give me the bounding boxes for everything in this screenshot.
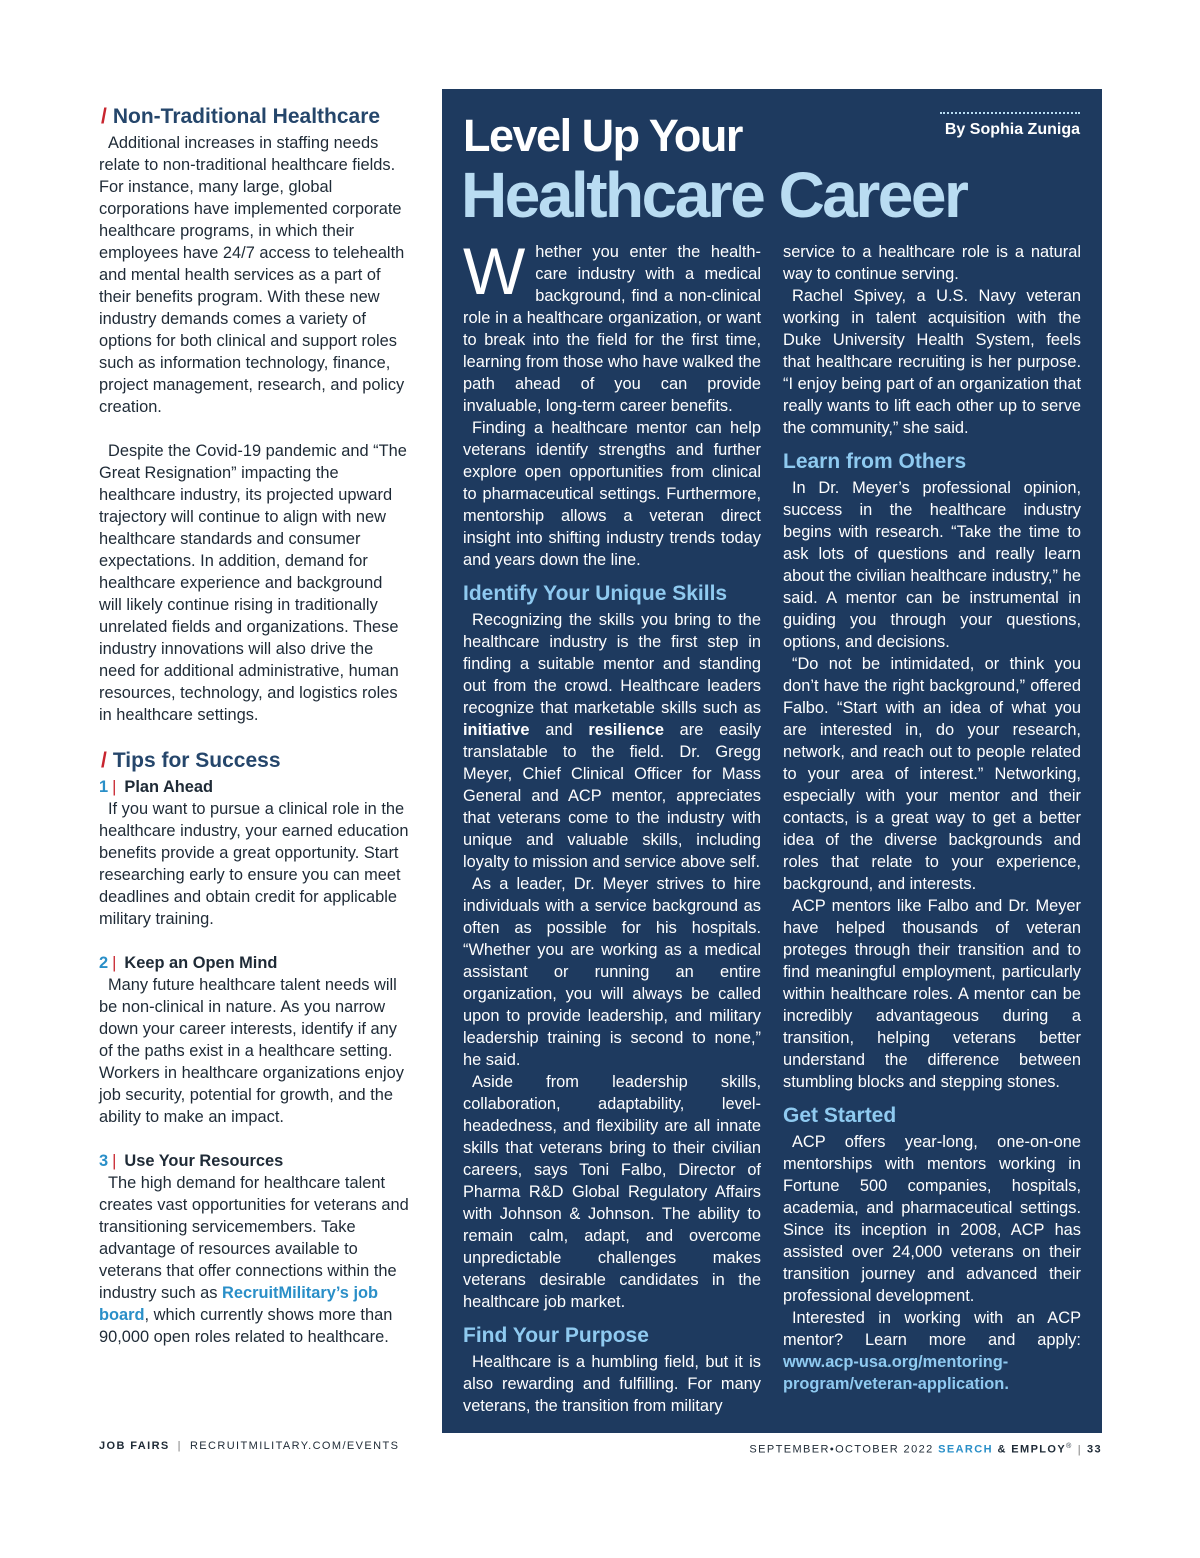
subheading-find-purpose: Find Your Purpose [463,1324,649,1347]
section-heading-non-traditional: / Non-Traditional Healthcare [101,105,381,128]
paragraph: Aside from leadership skills, collaboration, adaptability, level-headedness, and flexibility are all innate skills that veterans bring to their civilian careers, says Toni Falbo, Director of Pharma R&D Global Regulatory Affairs with Johnson & Johnson. The ability to remain calm, adapt, and overcome unpredictable challenges makes veterans desirable candidates in the healthcare job market. [463,1073,761,1311]
slash-mark: / [101,749,107,772]
subheading-identify-skills: Identify Your Unique Skills [463,582,728,605]
footer-left: JOB FAIRS | RECRUITMILITARY.COM/EVENTS [99,1440,400,1452]
paragraph: ACP mentors like Falbo and Dr. Meyer have helped thousands of veteran proteges through their transition and to find meaningful employment, particularly within healthcare roles. A mentor can be incredibly advantageous during a transition, helping veterans better understand the difference between stumbling blocks and stepping stones. [783,897,1081,1091]
page-number: 33 [1086,1443,1102,1456]
footer-url[interactable]: RECRUITMILITARY.COM/EVENTS [189,1440,400,1452]
tip-heading-3: 3 | Use Your Resources [99,1152,284,1170]
tip-heading-1: 1 | Plan Ahead [99,778,214,796]
paragraph: Rachel Spivey, a U.S. Navy veteran working in talent acquisition with the Duke University Health System, feels that healthcare recruiting is her purpose. “I enjoy being part of an organization that really wants to lift each other up to serve the community,” she said. [783,287,1081,437]
paragraph: Recognizing the skills you bring to the healthcare industry is the first step in finding a suitable mentor and standing out from the crowd. Healthcare leaders recognize that marketable skills such as initiative and resilience are easily translatable to the field. Dr. Gregg Meyer, Chief Clinical Officer for Mass General and ACP mentor, appreciates that veterans come to the industry with unique and valuable skills, including loyalty to mission and service above self. [463,611,761,871]
magazine-name-employ: EMPLOY [1011,1443,1067,1456]
paragraph: Healthcare is a humbling field, but it is also rewarding and fulfilling. For many veterans, the transition from military [463,1353,761,1415]
article-title-line1: Level Up Your [463,110,742,161]
paragraph: Additional increases in staffing needs relate to non-traditional healthcare fields. For instance, many large, global corporations have implemented corporate healthcare programs, in which their employees have 24/7 access to telehealth and mental health services as a part of their benefits program. With these new industry demands comes a variety of options for both clinical and support roles such as information technology, finance, project management, research, and policy creation. [99,134,405,416]
paragraph: As a leader, Dr. Meyer strives to hire individuals with a service background as often as possible for his hospitals. “Whether you are working as a medical assistant or running an entire organization, you will always be called upon to provide leadership, and military leadership training is second to none,” he said. [463,875,761,1069]
byline: By Sophia Zuniga [944,121,1080,138]
footer-section-label: JOB FAIRS [99,1440,170,1452]
tip-heading-2: 2 | Keep an Open Mind [99,954,278,972]
subheading-get-started: Get Started [783,1104,897,1127]
tip-text-3: The high demand for healthcare talent creates vast opportunities for veterans and transitioning servicemembers. Take advantage of resources available to veterans that offer connections within the industry such as RecruitMilitary’s job board, which currently shows more than 90,000 open roles related to healthcare. [99,1174,409,1346]
tip-text-2: Many future healthcare talent needs will be non-clinical in nature. As you narrow down your career interests, identify if any of the paths exist in a healthcare setting. Workers in healthcare organizations enjoy job security, potential for growth, and the ability to make an impact. [99,976,404,1126]
drop-cap: W [463,234,526,308]
slash-mark: / [101,105,107,128]
sidebar-column [99,104,409,1348]
article-title-line2: Healthcare Career [461,159,967,231]
paragraph: In Dr. Meyer’s professional opinion, success in the healthcare industry begins with research. “Take the time to ask lots of questions and really learn about the civilian healthcare industry,” he said. A mentor can be instrumental in guiding you through your questions, options, and decisions. [783,479,1081,651]
section-heading-tips: / Tips for Success [101,749,281,772]
acp-application-link[interactable]: www.acp-usa.org/mentoring-program/veteran-application. [783,1353,1009,1393]
subheading-learn-others: Learn from Others [783,450,967,473]
article-column-2 [783,241,1081,1395]
paragraph: Finding a healthcare mentor can help veterans identify strengths and further explore open opportunities from clinical to pharmaceutical settings. Furthermore, mentorship allows a veteran direct insight into shifting industry trends today and years down the line. [463,419,761,569]
article-panel [442,89,1102,1433]
tip-text-1: If you want to pursue a clinical role in the healthcare industry, your earned education benefits provide a great opportunity. Start researching early to ensure you can meet deadlines and obtain credit for applicable military training. [99,800,409,928]
paragraph: ACP offers year-long, one-on-one mentorships with mentors working in Fortune 500 companies, hospitals, academia, and pharmaceutical settings. Since its inception in 2008, ACP has assisted over 24,000 veterans on their transition journey and advanced their professional development. [783,1133,1081,1305]
footer-right: SEPTEMBER•OCTOBER 2022 SEARCH & EMPLOY® | 33 [749,1443,1102,1456]
byline-divider [940,112,1080,114]
paragraph: Whether you enter the health-care industry with a medical background, find a non-clinical role in a healthcare organization, or want to break into the field for the first time, learning from those who have walked the path ahead of you can provide invaluable, long-term career benefits. [463,234,761,415]
paragraph: service to a healthcare role is a natural way to continue serving. [783,243,1081,283]
paragraph: Despite the Covid-19 pandemic and “The Great Resignation” impacting the healthcare industry, its projected upward trajectory will continue to align with new healthcare standards and consumer expectations. In addition, demand for healthcare experience and background will likely continue rising in traditionally unrelated fields and organizations. These industry innovations will also drive the need for additional administrative, human resources, technology, and logistics roles in healthcare settings. [99,442,407,724]
recruitmilitary-job-board-link[interactable]: RecruitMilitary’s job board [99,1284,379,1324]
paragraph: “Do not be intimidated, or think you don’t have the right background,” offered Falbo. “Start with an idea of what you are interested in, do your research, network, and reach out to people related to your area of interest.” Networking, especially with your mentor and their contacts, is a great way to get a better idea of the diverse backgrounds and roles that relate to your experience, background, and interests. [783,655,1081,893]
paragraph: Interested in working with an ACP mentor? Learn more and apply: www.acp-usa.org/mentoring-program/veteran-application. [783,1309,1081,1393]
issue-date: SEPTEMBER•OCTOBER 2022 [749,1443,934,1456]
article-column-1 [463,234,761,1417]
magazine-name-search: SEARCH [938,1443,993,1456]
